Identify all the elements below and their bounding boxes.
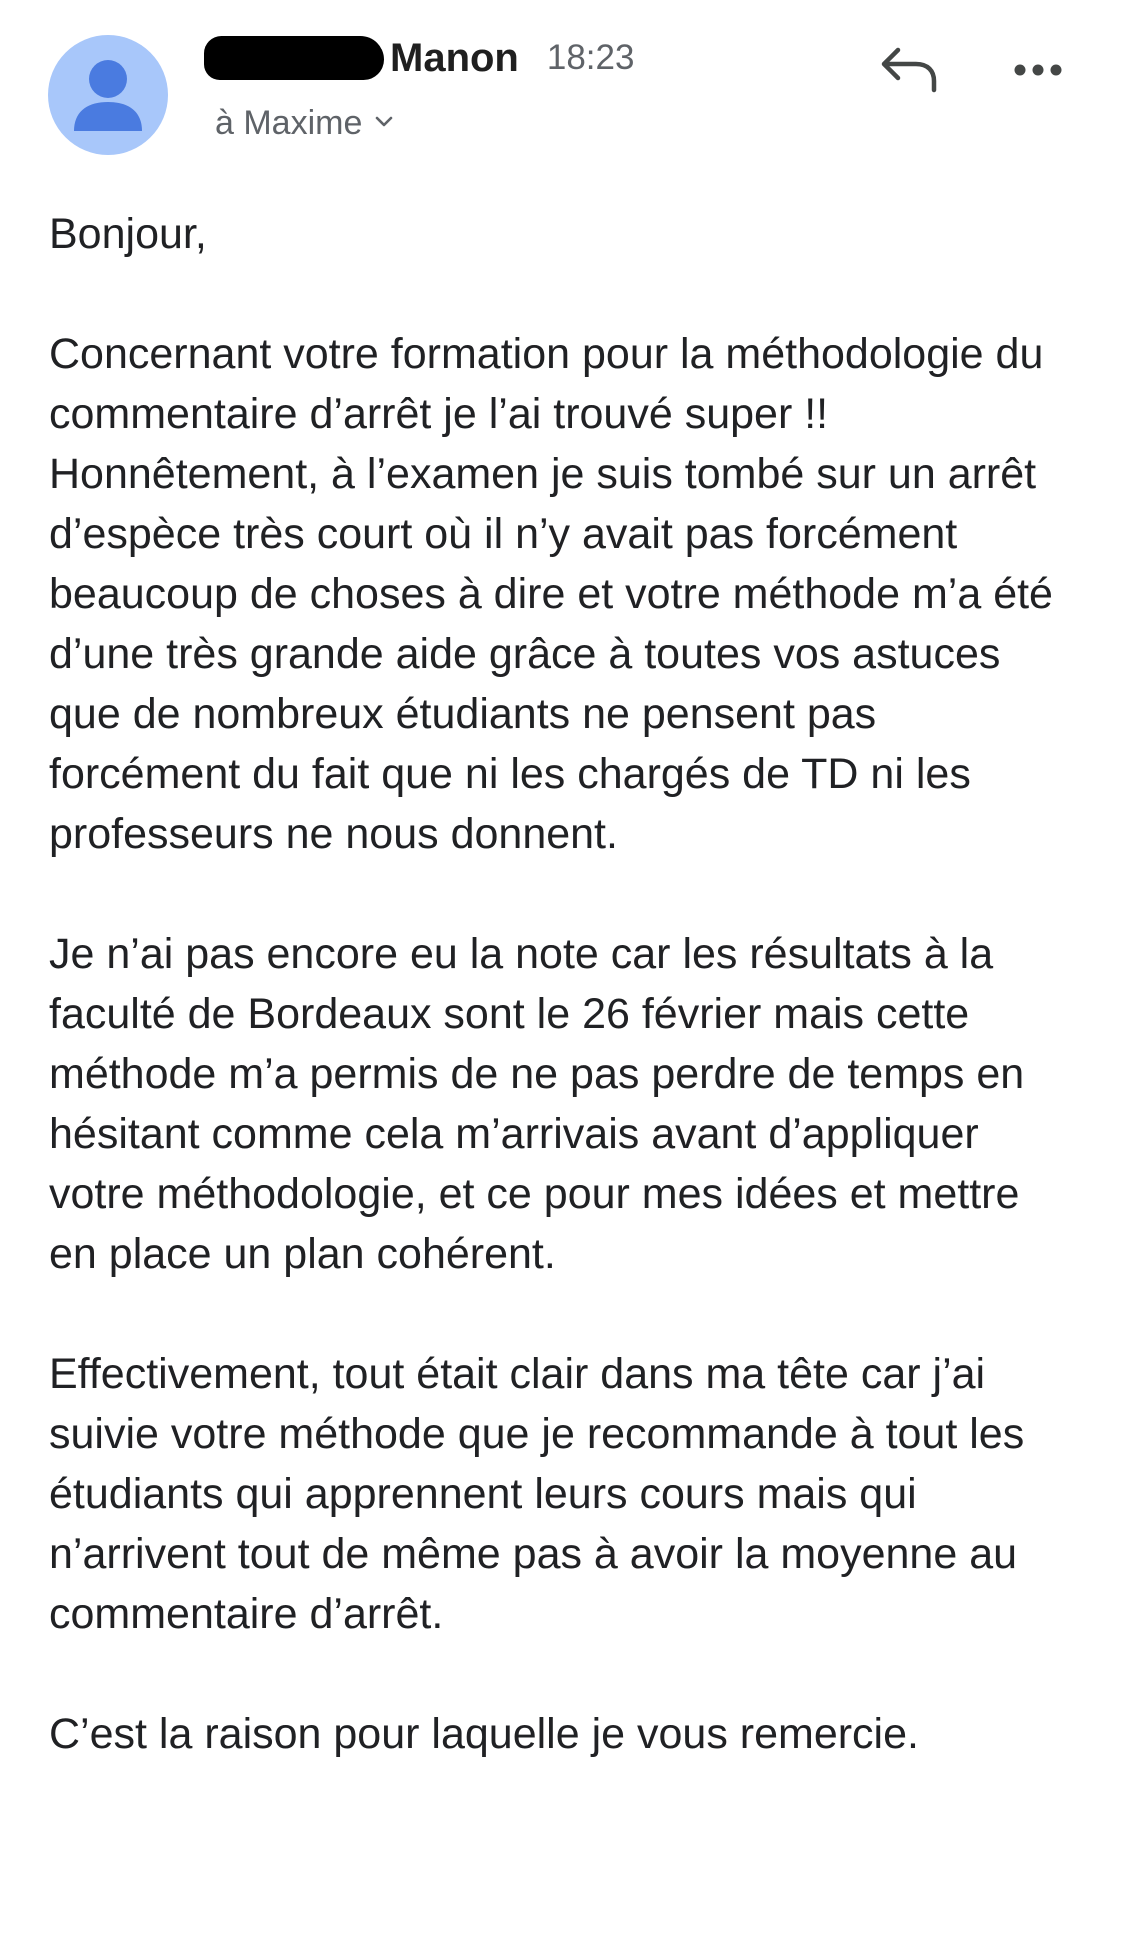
message-paragraph: Concernant votre formation pour la méthodologie du commentaire d’arrêt je l’ai trouvé super !! Honnêtement, à l’examen je suis tombé sur un arrêt d’espèce très court où il n’y avait pas forcément beaucoup de choses à dire et votre méthode m’a été d’une très grande aide grâce à toutes vos astuces que de nombreux étudiants ne pensent pas forcément du fait que ni les chargés de TD ni les professeurs ne nous donnent. — [49, 330, 1053, 858]
reply-icon — [876, 42, 944, 98]
chevron-down-icon — [372, 104, 396, 143]
message-greeting: Bonjour, — [49, 210, 207, 258]
message-body — [49, 204, 1079, 1824]
person-icon — [48, 35, 168, 155]
recipient-label: à Maxime — [215, 103, 363, 142]
sender-name[interactable]: Manon — [390, 35, 519, 80]
reply-button[interactable] — [876, 42, 944, 98]
message-time: 18:23 — [546, 38, 635, 77]
message-paragraph: C’est la raison pour laquelle je vous remercie. — [49, 1710, 919, 1758]
recipient-toggle[interactable] — [215, 100, 396, 146]
message-paragraph: Je n’ai pas encore eu la note car les résultats à la faculté de Bordeaux sont le 26 février mais cette méthode m’a permis de ne pas perdre de temps en hésitant comme cela m’arrivais avant d’appliquer votre méthodologie, et ce pour mes idées et mettre en place un plan cohérent. — [49, 930, 1025, 1278]
redaction-mark — [204, 36, 384, 80]
email-header — [0, 0, 1125, 170]
message-paragraph: Effectivement, tout était clair dans ma tête car j’ai suivie votre méthode que je recommande à tout les étudiants qui apprennent leurs cours mais qui n’arrivent tout de même pas à avoir la moyenne au commentaire d’arrêt. — [49, 1350, 1025, 1638]
sender-avatar[interactable] — [48, 35, 168, 155]
sender-line — [204, 28, 634, 88]
more-horizontal-icon — [1010, 52, 1066, 88]
more-options-button[interactable] — [1010, 52, 1066, 88]
